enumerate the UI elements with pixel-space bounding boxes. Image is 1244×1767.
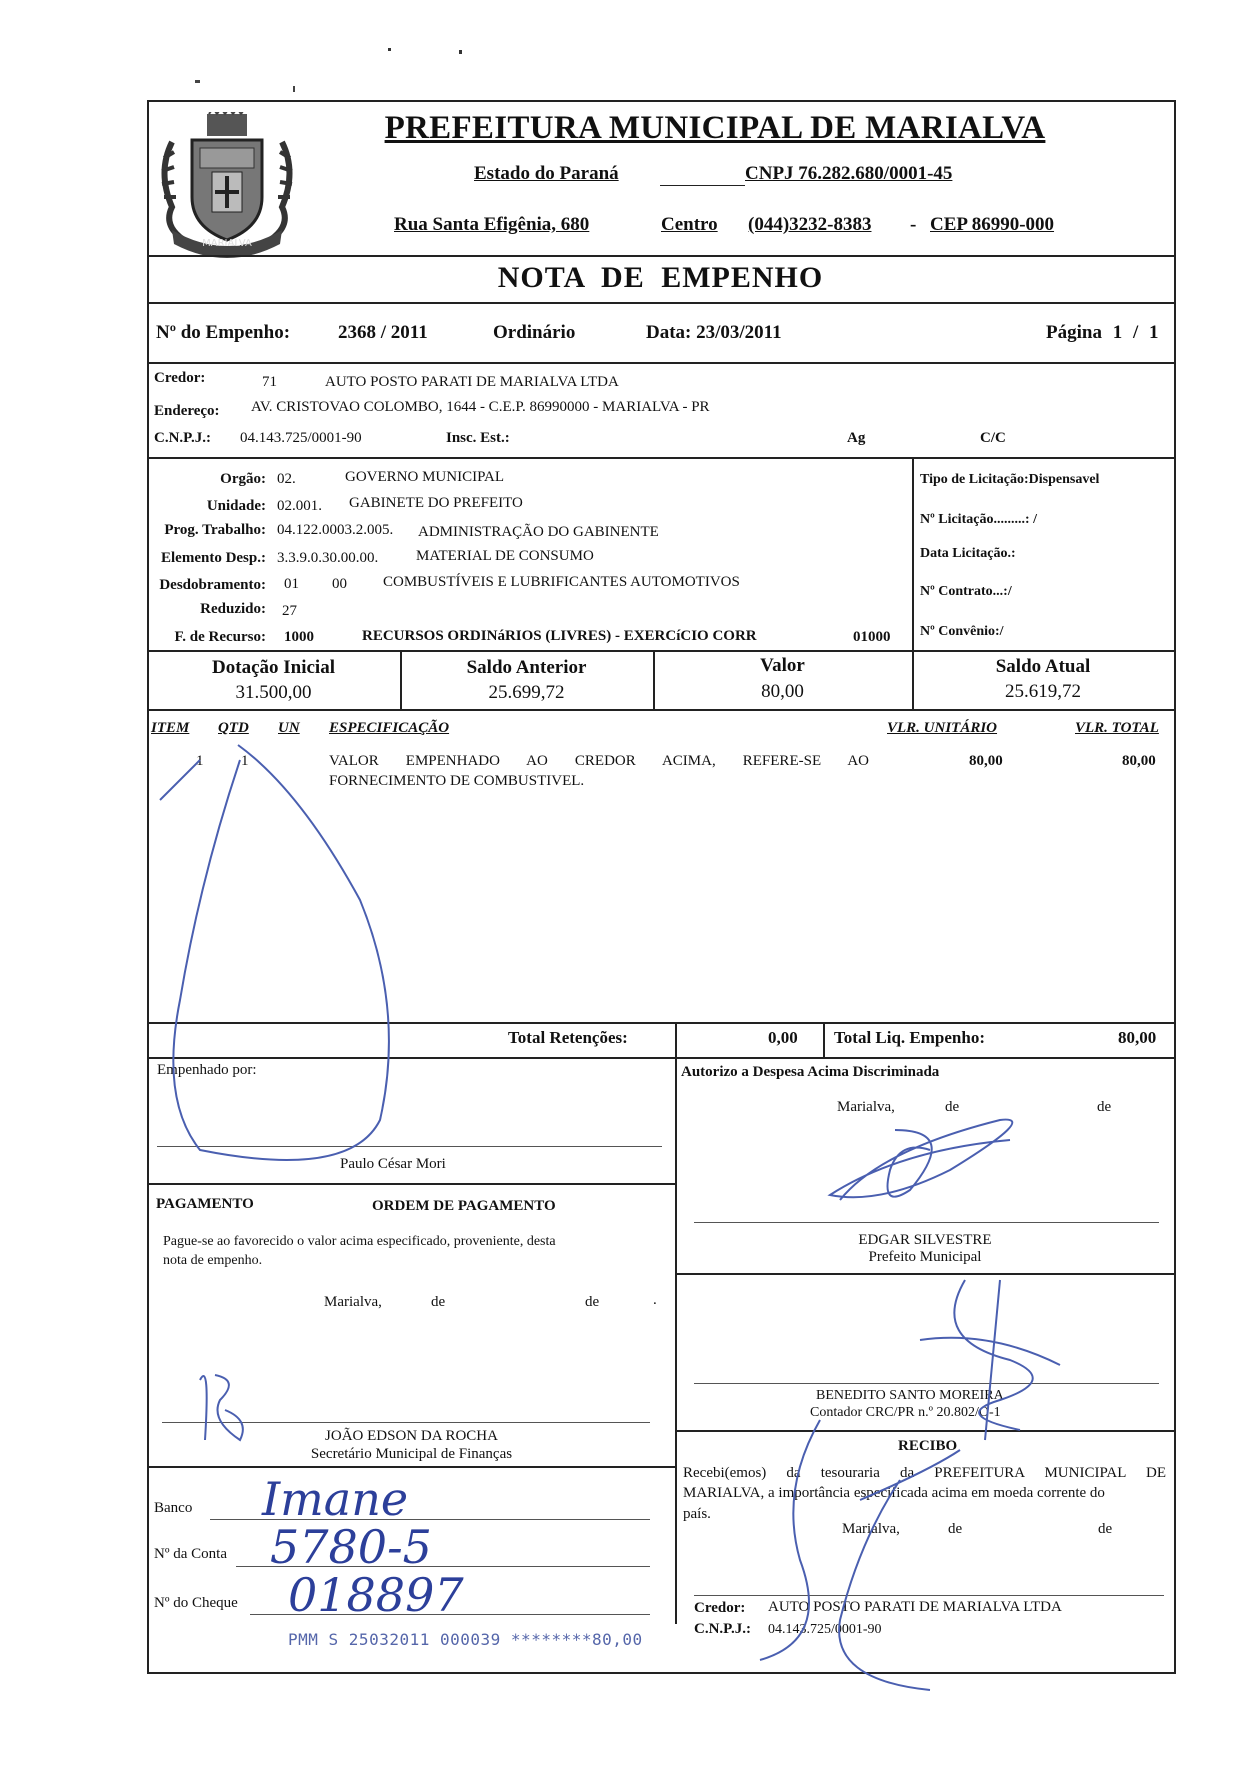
endereco-label: Endereço: <box>154 403 220 419</box>
header-cep: CEP 86990-000 <box>930 214 1055 235</box>
insc-label: Insc. Est.: <box>446 430 510 446</box>
desdobramento-code2: 00 <box>332 576 347 592</box>
header-centro: Centro <box>661 214 718 235</box>
credor-label: Credor: <box>154 370 206 386</box>
items-divider <box>147 1022 1174 1024</box>
orgao-desc: GOVERNO MUNICIPAL <box>345 469 505 485</box>
total-retencoes-label: Total Retenções: <box>508 1028 628 1047</box>
autorizo-de2: de <box>1097 1099 1112 1115</box>
saldo-atual-value: 25.619,72 <box>1005 681 1081 702</box>
scan-speck <box>388 48 391 51</box>
prog-desc: ADMINISTRAÇÃO DO GABINENTE <box>418 524 659 540</box>
empenho-numero-label: Nº do Empenho: <box>156 322 291 343</box>
scan-speck <box>195 80 200 83</box>
recibo-label: RECIBO <box>898 1438 958 1454</box>
banco-top-divider <box>147 1466 676 1468</box>
credor-cnpj: 04.143.725/0001-90 <box>240 430 362 446</box>
empenhado-signature-line <box>157 1146 662 1147</box>
elemento-code: 3.3.9.0.30.00.00. <box>277 550 379 566</box>
row-item: 1 <box>196 753 204 769</box>
scan-speck <box>293 86 295 92</box>
header-divider <box>147 255 1174 257</box>
prefeito-cargo: Prefeito Municipal <box>868 1249 982 1265</box>
recibo-cnpj-label: C.N.P.J.: <box>694 1621 751 1637</box>
licitacao-contrato: Nº Contrato...:/ <box>920 584 1012 599</box>
totais-divider <box>147 1057 1174 1059</box>
credor-codigo: 71 <box>262 374 277 390</box>
credor-nome: AUTO POSTO PARATI DE MARIALVA LTDA <box>325 374 619 390</box>
recurso-num: 01000 <box>853 629 891 645</box>
secretario-cargo: Secretário Municipal de Finanças <box>310 1446 513 1462</box>
conta-handwritten: 5780-5 <box>270 1520 432 1574</box>
dotacao-inicial-value: 31.500,00 <box>235 682 312 703</box>
header-cnpj: CNPJ 76.282.680/0001-45 <box>745 163 953 184</box>
pagamento-texto-2: nota de empenho. <box>163 1253 263 1268</box>
col-vlr-unitario: VLR. UNITÁRIO <box>887 720 998 736</box>
recurso-label: F. de Recurso: <box>174 629 266 645</box>
recibo-cnpj: 04.143.725/0001-90 <box>768 1622 882 1637</box>
recibo-texto-2: MARIALVA, a importância especificada acima em moeda corrente do <box>683 1485 1105 1501</box>
banco-label: Banco <box>154 1500 193 1516</box>
licitacao-convenio: Nº Convênio:/ <box>920 624 1004 639</box>
saldo-atual-label: Saldo Atual <box>995 656 1091 677</box>
reduzido-code: 27 <box>282 603 297 619</box>
col-item: ITEM <box>151 720 190 736</box>
credor-divider <box>147 457 1174 459</box>
row-vlr-unitario: 80,00 <box>969 753 1003 769</box>
recibo-credor: AUTO POSTO PARATI DE MARIALVA LTDA <box>768 1599 1062 1615</box>
conta-label: Nº da Conta <box>154 1546 227 1562</box>
desdobramento-desc: COMBUSTÍVEIS E LUBRIFICANTES AUTOMOTIVOS <box>383 574 740 590</box>
payment-stamp: PMM S 25032011 000039 ********80,00 <box>288 1630 643 1649</box>
header-endereco: Rua Santa Efigênia, 680 <box>394 214 590 235</box>
pagamento-ponto: . <box>653 1292 657 1308</box>
cnpj-label: C.N.P.J.: <box>154 430 211 446</box>
dotacao-right-rule <box>912 457 914 650</box>
empenho-tipo: Ordinário <box>493 322 576 343</box>
cc-label: C/C <box>980 430 1006 446</box>
licitacao-tipo: Tipo de Licitação:Dispensavel <box>920 472 1100 487</box>
saldo-anterior-value: 25.699,72 <box>488 682 565 703</box>
prefeito-signature-line <box>694 1222 1159 1223</box>
cheque-label: Nº do Cheque <box>154 1595 238 1611</box>
col-un: UN <box>278 720 300 736</box>
dotacao-inicial-label: Dotação Inicial <box>212 657 335 678</box>
empenho-divider <box>147 362 1174 364</box>
recibo-signature-line <box>694 1595 1164 1596</box>
empenhado-nome: Paulo César Mori <box>340 1156 446 1172</box>
row-vlr-total: 80,00 <box>1122 753 1156 769</box>
recibo-de2: de <box>1098 1521 1113 1537</box>
ordem-pagamento-label: ORDEM DE PAGAMENTO <box>372 1198 556 1214</box>
header-estado: Estado do Paraná <box>474 163 619 184</box>
pagamento-de1: de <box>431 1294 446 1310</box>
desdobramento-code1: 01 <box>284 576 299 592</box>
autorizo-divider <box>675 1273 1174 1275</box>
elemento-label: Elemento Desp.: <box>161 550 266 566</box>
empenhado-divider <box>147 1183 676 1185</box>
total-liquido-label: Total Liq. Empenho: <box>834 1028 985 1047</box>
recibo-credor-label: Credor: <box>694 1600 746 1616</box>
contador-divider <box>675 1430 1174 1432</box>
prefeito-nome: EDGAR SILVESTRE <box>858 1232 992 1248</box>
unidade-label: Unidade: <box>206 498 266 514</box>
reduzido-label: Reduzido: <box>200 601 266 617</box>
pagamento-label: PAGAMENTO <box>156 1196 254 1212</box>
header-telefone: (044)3232-8383 <box>748 214 872 235</box>
logo-lettering: MARIALVA <box>202 238 252 249</box>
recibo-texto-1: Recebi(emos) da tesouraria da PREFEITURA MUNICIPAL DE <box>683 1465 1166 1481</box>
credor-endereco: AV. CRISTOVAO COLOMBO, 1644 - C.E.P. 86990000 - MARIALVA - PR <box>251 399 710 415</box>
title-divider <box>147 302 1174 304</box>
empenho-pagina: Página 1 / 1 <box>1046 322 1159 343</box>
total-retencoes-value: 0,00 <box>768 1028 798 1047</box>
contador-crc: Contador CRC/PR n.º 20.802/O-1 <box>810 1405 1001 1420</box>
prog-code: 04.122.0003.2.005. <box>277 522 394 538</box>
licitacao-data: Data Licitação.: <box>920 546 1016 561</box>
ag-label: Ag <box>847 430 866 446</box>
recibo-de1: de <box>948 1521 963 1537</box>
col-vlr-total: VLR. TOTAL <box>1075 720 1159 736</box>
orgao-label: Orgão: <box>220 471 266 487</box>
contador-signature-line <box>694 1383 1159 1384</box>
col-qtd: QTD <box>218 720 249 736</box>
empenhado-label: Empenhado por: <box>157 1062 257 1078</box>
saldos-divider <box>147 709 1174 711</box>
coat-of-arms <box>152 112 302 260</box>
autorizo-local: Marialva, <box>837 1099 895 1115</box>
totais-rule-2 <box>823 1022 825 1057</box>
valor-label: Valor <box>760 655 805 676</box>
pagamento-texto-1: Pague-se ao favorecido o valor acima especificado, proveniente, desta <box>163 1234 556 1249</box>
pagamento-de2: de <box>585 1294 600 1310</box>
scan-speck <box>459 50 462 54</box>
doc-title: NOTA DE EMPENHO <box>497 261 824 294</box>
unidade-desc: GABINETE DO PREFEITO <box>349 495 523 511</box>
valor-value: 80,00 <box>761 681 804 702</box>
totais-rule-1 <box>675 1022 677 1057</box>
saldo-anterior-label: Saldo Anterior <box>466 657 587 678</box>
total-liquido-value: 80,00 <box>1118 1028 1157 1047</box>
recibo-texto-3: país. <box>683 1506 711 1522</box>
lower-center-rule <box>675 1057 677 1624</box>
empenho-data: Data: 23/03/2011 <box>646 322 782 343</box>
autorizo-de1: de <box>945 1099 960 1115</box>
row-especificacao-2: FORNECIMENTO DE COMBUSTIVEL. <box>329 773 585 789</box>
cheque-handwritten: 018897 <box>288 1568 464 1622</box>
empenho-numero: 2368 / 2011 <box>338 322 428 343</box>
autorizo-label: Autorizo a Despesa Acima Discriminada <box>681 1064 940 1080</box>
dotacao-divider <box>147 650 1174 652</box>
col-especificacao: ESPECIFICAÇÃO <box>329 720 450 736</box>
banco-handwritten: Imane <box>262 1472 409 1526</box>
prog-label: Prog. Trabalho: <box>164 522 266 538</box>
unidade-code: 02.001. <box>277 498 322 514</box>
orgao-code: 02. <box>277 471 296 487</box>
secretario-signature-line <box>162 1422 650 1423</box>
recurso-desc: RECURSOS ORDINáRIOS (LIVRES) - EXERCíCIO CORR <box>362 628 757 644</box>
header-title: PREFEITURA MUNICIPAL DE MARIALVA <box>384 110 1046 146</box>
header-dash: - <box>910 214 917 235</box>
row-especificacao-1: VALOR EMPENHADO AO CREDOR ACIMA, REFERE-SE AO <box>329 753 869 769</box>
recurso-code: 1000 <box>284 629 314 645</box>
licitacao-numero: Nº Licitação.........: / <box>920 512 1037 527</box>
header-estado-rule <box>660 185 745 186</box>
desdobramento-label: Desdobramento: <box>159 577 266 593</box>
elemento-desc: MATERIAL DE CONSUMO <box>416 548 594 564</box>
recibo-local: Marialva, <box>842 1521 900 1537</box>
row-qtd: 1 <box>241 753 249 769</box>
contador-nome: BENEDITO SANTO MOREIRA <box>816 1388 1004 1403</box>
secretario-nome: JOÃO EDSON DA ROCHA <box>325 1428 498 1444</box>
pagamento-local: Marialva, <box>324 1294 382 1310</box>
